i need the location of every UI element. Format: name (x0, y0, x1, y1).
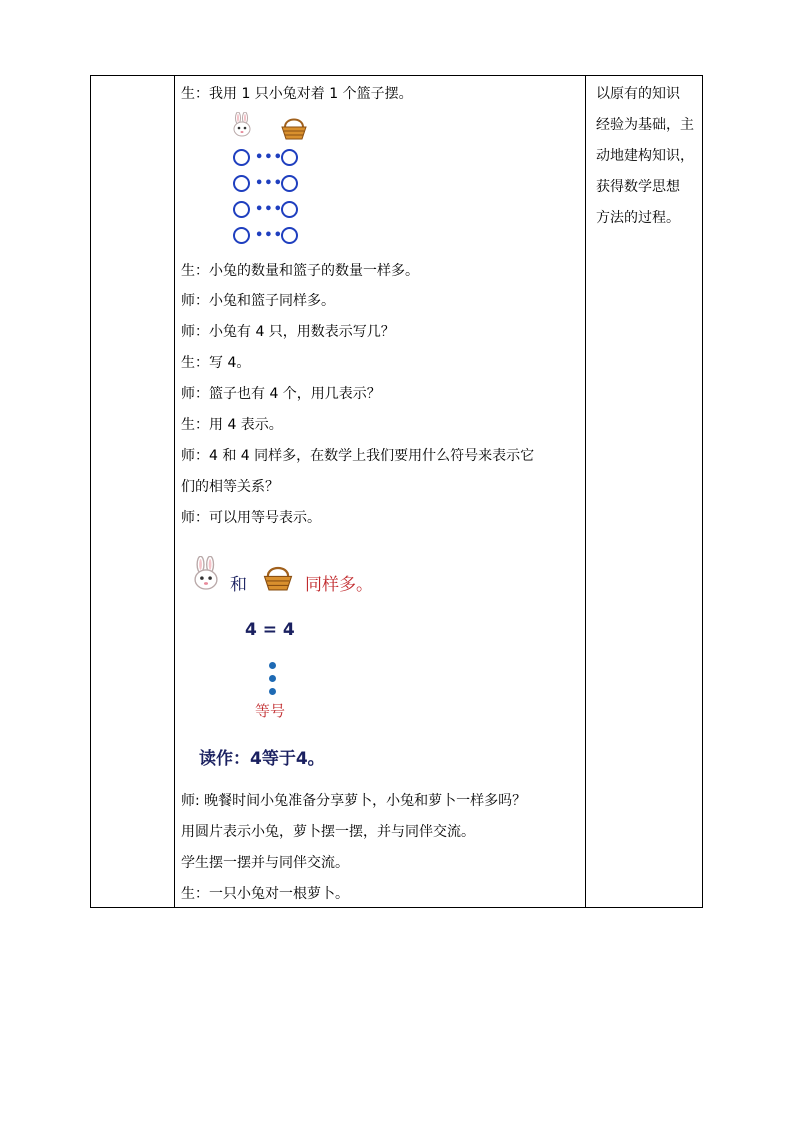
text-line: 生：小兔的数量和篮子的数量一样多。 (181, 263, 419, 279)
pointer-dot (269, 688, 276, 695)
basket-circle (281, 201, 298, 218)
rabbit-icon (191, 556, 221, 592)
text-line: 学生摆一摆并与同伴交流。 (181, 855, 349, 871)
pointer-dot (269, 662, 276, 669)
pairing-row (233, 201, 303, 223)
text-line: 生：用 4 表示。 (181, 417, 283, 433)
equation: 4 = 4 (245, 620, 295, 640)
column-divider-right (585, 76, 586, 907)
same-amount-word: 同样多。 (305, 575, 373, 595)
pairing-row (233, 175, 303, 197)
pairing-diagram (225, 112, 315, 252)
text-line: 师：4 和 4 同样多，在数学上我们要用什么符号来表示它 (181, 448, 535, 464)
note-line: 方法的过程。 (596, 210, 680, 226)
reading-line: 读作：4等于4。 (199, 749, 325, 769)
text-line: 师：小兔有 4 只，用数表示写几？ (181, 324, 395, 340)
pairing-row (233, 227, 303, 249)
text-line: 师：小兔和篮子同样多。 (181, 293, 335, 309)
basket-icon (280, 116, 308, 140)
rabbit-circle (233, 149, 250, 166)
main-column (175, 76, 585, 907)
text-line: 生：我用 1 只小兔对着 1 个篮子摆。 (181, 86, 413, 102)
pairing-dots: ••• (255, 176, 283, 191)
pairing-dots: ••• (255, 228, 283, 243)
text-line: 生：一只小兔对一根萝卜。 (181, 886, 349, 902)
pairing-row (233, 149, 303, 171)
and-word: 和 (230, 575, 247, 595)
pairing-dots: ••• (255, 202, 283, 217)
rabbit-circle (233, 201, 250, 218)
basket-circle (281, 175, 298, 192)
rabbit-circle (233, 227, 250, 244)
basket-icon (262, 564, 294, 591)
note-line: 动地建构知识， (596, 148, 694, 164)
rabbit-icon (231, 112, 253, 138)
note-line: 获得数学思想 (596, 179, 680, 195)
equal-sign-label: 等号 (255, 702, 286, 720)
text-line: 用圆片表示小兔，萝卜摆一摆，并与同伴交流。 (181, 824, 475, 840)
basket-circle (281, 227, 298, 244)
note-column (589, 76, 701, 907)
text-line: 生：写 4。 (181, 355, 251, 371)
text-line: 师: 晚餐时间小兔准备分享萝卜，小兔和萝卜一样多吗？ (181, 793, 527, 809)
rabbit-circle (233, 175, 250, 192)
basket-circle (281, 149, 298, 166)
text-line: 们的相等关系？ (181, 479, 279, 495)
note-line: 以原有的知识 (596, 86, 680, 102)
pointer-dot (269, 675, 276, 682)
pairing-dots: ••• (255, 150, 283, 165)
text-line: 师：可以用等号表示。 (181, 510, 321, 526)
lesson-table (90, 75, 703, 908)
text-line: 师：篮子也有 4 个，用几表示？ (181, 386, 381, 402)
note-line: 经验为基础，主 (596, 117, 694, 133)
